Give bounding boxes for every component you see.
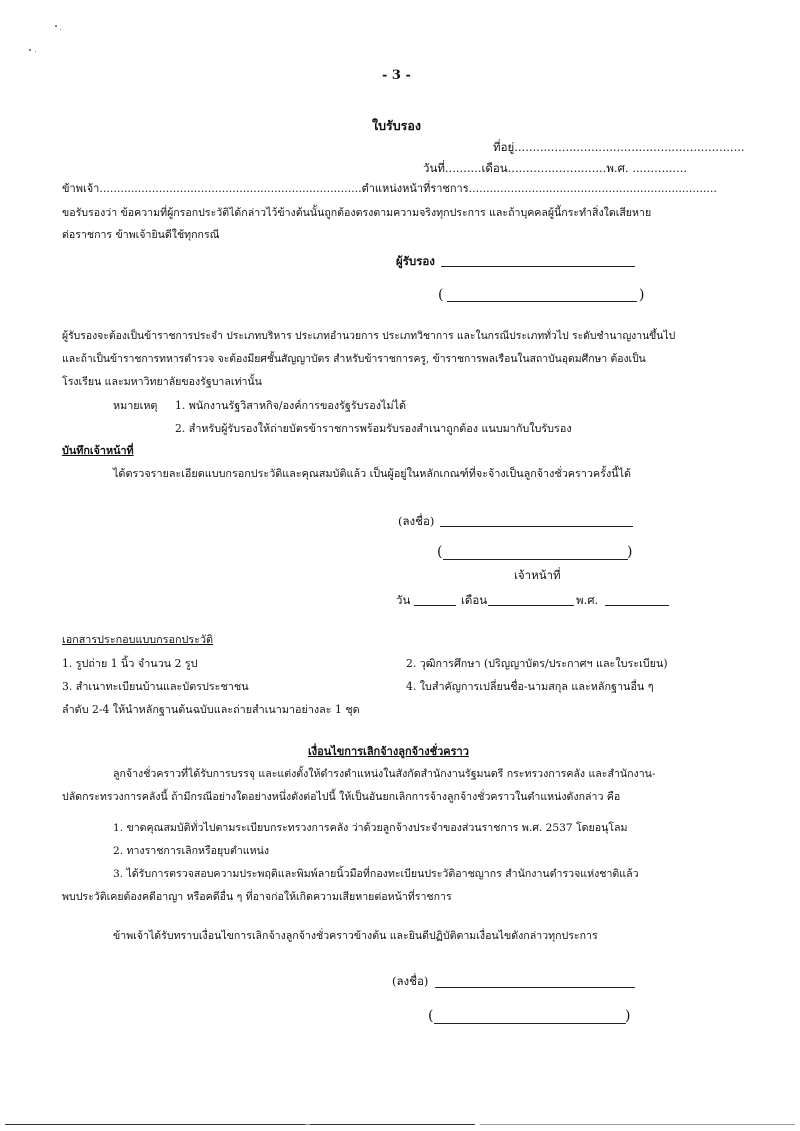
employee-signature-line[interactable] bbox=[435, 987, 635, 988]
officer-sign-label: (ลงชื่อ) bbox=[398, 514, 435, 528]
officer-day-field[interactable] bbox=[414, 605, 456, 606]
certifier-paren-close: ) bbox=[639, 287, 645, 303]
officer-year-field[interactable] bbox=[605, 605, 669, 606]
certifier-signature-line[interactable] bbox=[441, 266, 635, 267]
date-year-field[interactable]: ............... bbox=[628, 161, 688, 175]
certificate-statement-line1: ขอรับรองว่า ข้อความที่ผู้กรอกประวัติได้กล่าวไว้ข้างต้นนั้นถูกต้องตรงตามความจริงทุกประการ และถ้าบุคคลผู้นี้กระทำสิ่งใดเสียหาย bbox=[62, 207, 652, 219]
qualification-line2: และถ้าเป็นข้าราชการทหารตำรวจ จะต้องมียศชั้นสัญญาบัตร สำหรับข้าราชการครู, ข้าราชการพลเรือนในสถาบันอุดมศึกษา ต้องเป็น bbox=[62, 353, 646, 365]
attachment-item: 1. รูปถ่าย 1 นิ้ว จำนวน 2 รูป bbox=[62, 657, 198, 670]
position-field[interactable]: ....................................................................... bbox=[468, 182, 717, 195]
scan-speck bbox=[35, 51, 36, 52]
officer-month-label: เดือน bbox=[461, 593, 488, 607]
employee-paren-open: ( bbox=[428, 1008, 434, 1024]
termination-condition: 2. ทางราชการเลิกหรือยุบตำแหน่ง bbox=[113, 845, 270, 857]
position-label: ตำแหน่งหน้าที่ราชการ bbox=[361, 182, 469, 195]
scan-speck bbox=[55, 25, 57, 27]
attachments-heading: เอกสารประกอบแบบกรอกประวัติ bbox=[62, 633, 214, 646]
officer-name-line[interactable] bbox=[443, 559, 628, 560]
date-month-field[interactable]: ........................... bbox=[507, 161, 607, 175]
officer-year-label: พ.ศ. bbox=[576, 593, 599, 607]
attachments-note: ลำดับ 2-4 ให้นำหลักฐานต้นฉบับและถ่ายสำเนามาอย่างละ 1 ชุด bbox=[62, 703, 360, 716]
officer-record-text: ได้ตรวจรายละเอียดแบบกรอกประวัติและคุณสมบัติแล้ว เป็นผู้อยู่ในหลักเกณฑ์ที่จะจ้างเป็นลูกจ้างชั่วคราวครั้งนี้ได้ bbox=[113, 467, 632, 480]
officer-paren-open: ( bbox=[437, 544, 443, 560]
name-row bbox=[62, 181, 717, 197]
date-day-field[interactable]: .......... bbox=[444, 161, 482, 175]
officer-day-label: วัน bbox=[396, 593, 411, 607]
certifier-label: ผู้รับรอง bbox=[396, 254, 435, 268]
acknowledgement-text: ข้าพเจ้าได้รับทราบเงื่อนไขการเลิกจ้างลูกจ้างชั่วคราวข้างต้น และยินดีปฏิบัติตามเงื่อนไขดังกล่าวทุกประการ bbox=[113, 930, 598, 942]
termination-condition: 1. ขาดคุณสมบัติทั่วไปตามระเบียบกระทรวงการคลัง ว่าด้วยลูกจ้างประจำของส่วนราชการ พ.ศ. 2537 โดยอนุโลม bbox=[113, 822, 628, 834]
termination-intro-line2: ปลัดกระทรวงการคลังนี้ ถ้ามีกรณีอย่างใดอย่างหนึ่งดังต่อไปนี้ ให้เป็นอันยกเลิกการจ้างลูกจ้างชั่วคราวในตำแหน่งดังกล่าว คือ bbox=[62, 791, 621, 803]
page-number: - 3 - bbox=[382, 68, 411, 83]
officer-title: เจ้าหน้าที่ bbox=[514, 568, 561, 582]
certificate-title: ใบรับรอง bbox=[372, 118, 422, 133]
name-field[interactable]: ........................................................................... bbox=[99, 182, 362, 195]
officer-paren-close: ) bbox=[627, 544, 633, 560]
qualification-line3: โรงเรียน และมหาวิทยาลัยของรัฐบาลเท่านั้น bbox=[62, 376, 262, 388]
termination-condition-cont: พบประวัติเคยต้องคดีอาญา หรือคดีอื่น ๆ ที่อาจก่อให้เกิดความเสียหายต่อหน้าที่ราชการ bbox=[62, 891, 452, 903]
scan-bottom-edge bbox=[5, 1124, 795, 1125]
employee-name-line[interactable] bbox=[434, 1023, 626, 1024]
officer-month-field[interactable] bbox=[488, 605, 574, 606]
address-field[interactable]: ............................................................... bbox=[514, 140, 745, 154]
termination-heading: เงื่อนไขการเลิกจ้างลูกจ้างชั่วคราว bbox=[308, 745, 469, 758]
officer-record-heading: บันทึกเจ้าหน้าที่ bbox=[62, 444, 134, 457]
date-day-label: วันที่ bbox=[423, 161, 445, 175]
certifier-name-line[interactable] bbox=[447, 301, 637, 302]
attachment-item: 3. สำเนาทะเบียนบ้านและบัตรประชาชน bbox=[62, 680, 249, 693]
attachment-item: 4. ใบสำคัญการเปลี่ยนชื่อ-นามสกุล และหลักฐานอื่น ๆ bbox=[406, 680, 654, 693]
termination-condition: 3. ได้รับการตรวจสอบความประพฤติและพิมพ์ลายนิ้วมือที่กองทะเบียนประวัติอาชญากร สำนักงานตำรวจแห่งชาติแล้ว bbox=[113, 868, 639, 880]
date-year-label: พ.ศ. bbox=[606, 161, 629, 175]
attachment-item: 2. วุฒิการศึกษา (ปริญญาบัตร/ประกาศฯ และใบระเบียน) bbox=[406, 657, 668, 670]
employee-sign-label: (ลงชื่อ) bbox=[392, 974, 429, 988]
qualification-line1: ผู้รับรองจะต้องเป็นข้าราชการประจำ ประเภทบริหาร ประเภทอำนวยการ ประเภทวิชาการ และในกรณีประเภททั่วไป ระดับชำนาญงานขึ้นไป bbox=[62, 330, 676, 342]
note-item-2: 2. สำหรับผู้รับรองให้ถ่ายบัตรข้าราชการพร้อมรับรองสำเนาถูกต้อง แนบมากับใบรับรอง bbox=[175, 422, 572, 435]
name-label: ข้าพเจ้า bbox=[62, 182, 100, 195]
date-row bbox=[423, 160, 687, 176]
termination-intro-line1: ลูกจ้างชั่วคราวที่ได้รับการบรรจุ และแต่งตั้งให้ดำรงตำแหน่งในสังกัดสำนักงานรัฐมนตรี กระทรวงการคลัง และสำนักงาน- bbox=[113, 768, 656, 780]
address-row bbox=[493, 139, 745, 155]
certificate-statement-line2: ต่อราชการ ข้าพเจ้ายินดีใช้ทุกกรณี bbox=[62, 229, 220, 241]
certifier-paren-open: ( bbox=[438, 287, 444, 303]
date-month-label: เดือน bbox=[481, 161, 508, 175]
scan-speck bbox=[29, 49, 31, 51]
note-item-1: 1. พนักงานรัฐวิสาหกิจ/องค์การของรัฐรับรองไม่ได้ bbox=[175, 399, 407, 412]
officer-signature-line[interactable] bbox=[440, 526, 633, 527]
note-label: หมายเหตุ bbox=[113, 399, 158, 412]
scan-speck bbox=[60, 29, 61, 30]
employee-paren-close: ) bbox=[625, 1008, 631, 1024]
address-label: ที่อยู่ bbox=[493, 140, 515, 154]
